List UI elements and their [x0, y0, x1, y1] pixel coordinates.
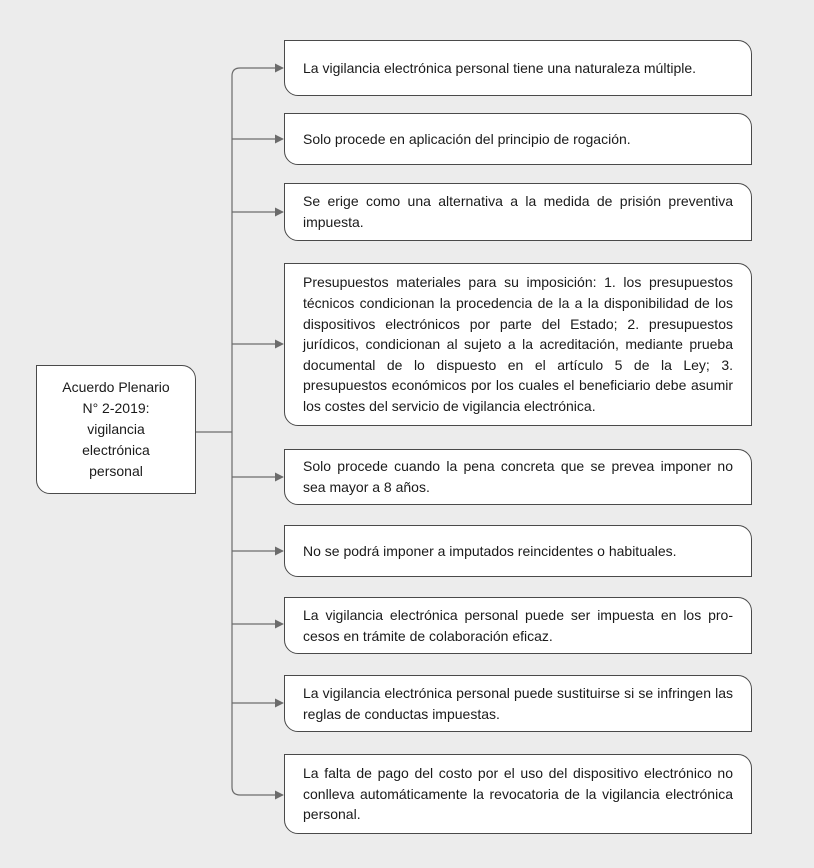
item-node-text: Presupuestos materiales para su imposición: 1. los presupuestos técnicos condicionan la procedencia de la a la disponibilidad de los dispositivos electrónicos por parte del Estado; 2. presupuestos jurídicos, condicionan al sujeto a la acreditación, mediante prueba documental de lo dispuesto en el artículo 5 de la Ley; 3. presupuestos económicos por los cuales el beneficiario debe asumir los costes del servicio de vigilancia electrónica.	[303, 274, 733, 414]
item-node-4	[284, 263, 752, 426]
item-node-1	[284, 40, 752, 96]
item-node-9	[284, 754, 752, 834]
item-node-8	[284, 675, 752, 732]
item-node-2	[284, 113, 752, 165]
item-node-text: No se podrá imponer a imputados reincidentes o habituales.	[303, 542, 677, 559]
item-node-text: La falta de pago del costo por el uso del dispositivo electrónico no conlleva automáticamente la revocatoria de la vigilancia electrónica personal.	[303, 765, 733, 823]
item-node-text: La vigilancia electrónica personal puede sustituirse si se infringen las reglas de conductas impuestas.	[303, 684, 733, 722]
item-node-text: La vigilancia electrónica personal puede ser impuesta en los procesos en trámite de colaboración eficaz.	[303, 606, 733, 644]
item-node-text: Se erige como una alternativa a la medida de prisión preventiva impuesta.	[303, 193, 733, 230]
root-node-label: Acuerdo Plenario N° 2-2019: vigilancia electrónica personal	[62, 379, 170, 479]
item-node-5	[284, 449, 752, 505]
trunk-line	[232, 68, 240, 795]
root-node	[36, 365, 196, 494]
item-node-text: Solo procede cuando la pena concreta que se prevea imponer no sea mayor a 8 años.	[303, 458, 733, 495]
item-node-3	[284, 183, 752, 241]
item-node-6	[284, 525, 752, 577]
item-node-text: Solo procede en aplicación del principio de rogación.	[303, 130, 631, 147]
item-node-text: La vigilancia electrónica personal tiene una naturaleza múltiple.	[303, 59, 697, 76]
item-node-7	[284, 597, 752, 654]
